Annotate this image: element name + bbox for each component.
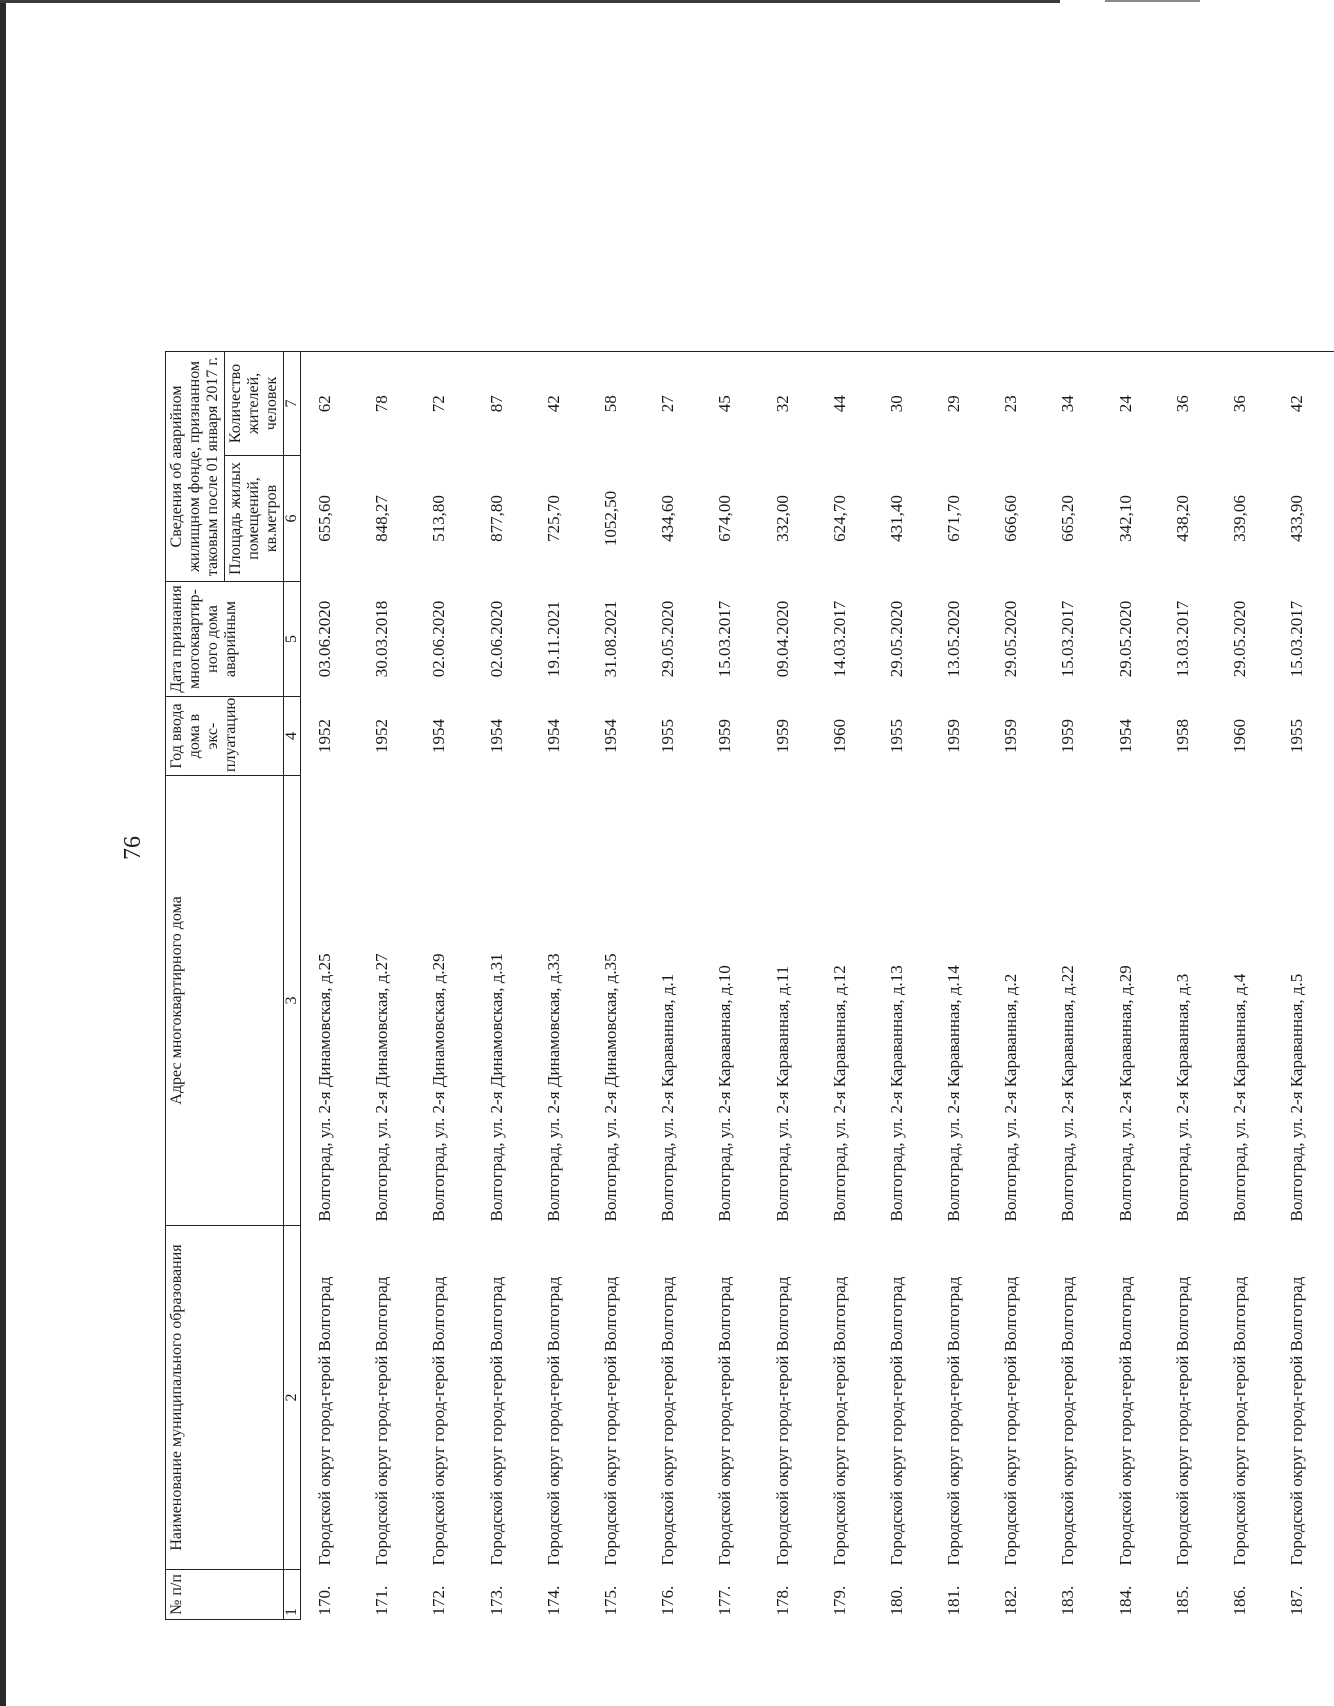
row-residents: 34	[1058, 395, 1078, 413]
row-spacer	[1277, 23, 1334, 351]
colnum-1: 1	[284, 1570, 301, 1620]
row-area: 848,27	[372, 495, 392, 542]
header-spacer	[166, 23, 301, 351]
row-number: 185.	[1172, 1585, 1192, 1616]
row-address: Волгоград, ул. 2-я Караванная, д.12	[829, 965, 849, 1222]
row-date: 29.05.2020	[886, 600, 906, 678]
row-address: Волгоград, ул. 2-я Динамовская, д.27	[372, 953, 392, 1222]
row-date: 15.03.2017	[1287, 600, 1307, 678]
row-number: 177.	[715, 1585, 735, 1616]
row-municipality: Городской округ город-герой Волгоград	[1001, 1276, 1021, 1566]
row-date: 29.05.2020	[1001, 600, 1021, 678]
row-year: 1958	[1172, 719, 1192, 753]
row-municipality: Городской округ город-герой Волгоград	[315, 1276, 334, 1566]
row-area: 434,60	[658, 495, 678, 542]
header-residents: Количество жителей, человек	[225, 351, 284, 455]
header-year: Год ввода дома в экс-плуатацию	[166, 697, 284, 776]
row-date: 09.04.2020	[772, 600, 792, 678]
row-municipality: Городской округ город-герой Волгоград	[1115, 1276, 1135, 1566]
table-row	[705, 23, 762, 1619]
row-municipality: Городской округ город-герой Волгоград	[772, 1276, 792, 1566]
row-year: 1954	[429, 719, 449, 753]
row-date: 19.11.2021	[543, 601, 563, 677]
row-year: 1959	[944, 719, 964, 753]
header-area: Площадь жилых помещений, кв.метров	[225, 456, 284, 582]
table-body	[301, 23, 1334, 1619]
row-date: 13.03.2017	[1172, 600, 1192, 678]
colnum-2: 2	[284, 1226, 301, 1570]
row-date: 29.05.2020	[1230, 600, 1249, 678]
row-date: 14.03.2017	[829, 600, 849, 678]
row-address: Волгоград, ул. 2-я Караванная, д.4	[1230, 973, 1249, 1222]
colnum-7: 7	[284, 351, 301, 455]
row-spacer	[820, 23, 877, 351]
table-row	[419, 23, 476, 1619]
table-row	[1048, 23, 1105, 1619]
row-address: Волгоград, ул. 2-я Караванная, д.10	[715, 965, 735, 1222]
row-address: Волгоград, ул. 2-я Динамовская, д.25	[315, 953, 334, 1222]
row-address: Волгоград, ул. 2-я Караванная, д.11	[772, 965, 792, 1222]
row-year: 1959	[772, 719, 792, 753]
row-spacer	[1106, 23, 1163, 351]
row-area: 342,10	[1115, 495, 1135, 542]
row-residents: 42	[1287, 395, 1307, 413]
row-municipality: Городской округ город-герой Волгоград	[372, 1276, 392, 1566]
table-row	[301, 23, 363, 1619]
row-municipality: Городской округ город-герой Волгоград	[429, 1276, 449, 1566]
row-area: 433,90	[1287, 495, 1307, 542]
row-number: 176.	[658, 1585, 678, 1616]
row-address: Волгоград, ул. 2-я Караванная, д.3	[1172, 973, 1192, 1222]
header-address: Адрес многоквартирного дома	[166, 776, 284, 1226]
row-spacer	[1220, 23, 1277, 351]
row-area: 674,00	[715, 495, 735, 542]
row-area: 666,60	[1001, 495, 1021, 542]
row-spacer	[1048, 23, 1105, 351]
table-row	[1163, 23, 1220, 1619]
row-residents: 32	[772, 395, 792, 413]
table-row	[1277, 23, 1334, 1619]
row-number: 174.	[543, 1585, 563, 1616]
row-spacer	[991, 23, 1048, 351]
row-spacer	[591, 23, 648, 351]
row-residents: 30	[886, 395, 906, 413]
row-spacer	[419, 23, 476, 351]
row-residents: 27	[658, 395, 678, 413]
row-spacer	[301, 23, 363, 351]
row-residents: 44	[829, 395, 849, 413]
row-area: 655,60	[315, 495, 334, 542]
row-date: 15.03.2017	[715, 600, 735, 678]
row-year: 1952	[315, 719, 334, 753]
row-address: Волгоград, ул. 2-я Динамовская, д.31	[486, 953, 506, 1222]
table-row	[820, 23, 877, 1619]
row-municipality: Городской округ город-герой Волгоград	[600, 1276, 620, 1566]
row-number: 186.	[1230, 1585, 1249, 1616]
row-address: Волгоград, ул. 2-я Караванная, д.5	[1287, 973, 1307, 1222]
colnum-5: 5	[284, 582, 301, 697]
row-address: Волгоград, ул. 2-я Динамовская, д.35	[600, 953, 620, 1222]
row-area: 725,70	[543, 495, 563, 542]
row-year: 1955	[658, 719, 678, 753]
row-address: Волгоград, ул. 2-я Караванная, д.2	[1001, 973, 1021, 1222]
row-area: 877,80	[486, 495, 506, 542]
row-number: 184.	[1115, 1585, 1135, 1616]
row-year: 1954	[1115, 719, 1135, 753]
emergency-housing-table	[165, 23, 1334, 1620]
row-address: Волгоград, ул. 2-я Караванная, д.13	[886, 965, 906, 1222]
row-spacer	[763, 23, 820, 351]
page-number: 76	[120, 836, 146, 860]
table-row	[877, 23, 934, 1619]
table-row	[591, 23, 648, 1619]
table-row	[763, 23, 820, 1619]
header-municipality: Наименование муниципального образования	[166, 1226, 284, 1570]
row-date: 30.03.2018	[372, 600, 392, 678]
table-row	[362, 23, 419, 1619]
row-municipality: Городской округ город-герой Волгоград	[1058, 1276, 1078, 1566]
row-address: Волгоград, ул. 2-я Караванная, д.1	[658, 973, 678, 1222]
colnum-4: 4	[284, 697, 301, 776]
row-area: 513,80	[429, 495, 449, 542]
row-residents: 62	[315, 395, 334, 413]
row-spacer	[1163, 23, 1220, 351]
row-municipality: Городской округ город-герой Волгоград	[1230, 1276, 1249, 1566]
row-number: 173.	[486, 1585, 506, 1616]
row-area: 671,70	[944, 495, 964, 542]
row-number: 179.	[829, 1585, 849, 1616]
row-number: 178.	[772, 1585, 792, 1616]
row-municipality: Городской округ город-герой Волгоград	[829, 1276, 849, 1566]
row-date: 29.05.2020	[1115, 600, 1135, 678]
row-date: 29.05.2020	[658, 600, 678, 678]
row-number: 180.	[886, 1585, 906, 1616]
row-year: 1959	[1001, 719, 1021, 753]
row-area: 431,40	[886, 495, 906, 542]
row-address: Волгоград, ул. 2-я Динамовская, д.29	[429, 953, 449, 1222]
table-row	[1106, 23, 1163, 1619]
row-spacer	[705, 23, 762, 351]
row-municipality: Городской округ город-герой Волгоград	[543, 1276, 563, 1566]
row-date: 13.05.2020	[944, 600, 964, 678]
row-year: 1960	[1230, 719, 1249, 753]
row-municipality: Городской округ город-герой Волгоград	[944, 1276, 964, 1566]
row-spacer	[477, 23, 534, 351]
row-year: 1959	[1058, 719, 1078, 753]
row-year: 1960	[829, 719, 849, 753]
header-date: Дата признания многоквартир-ного дома аварийным	[166, 582, 284, 697]
row-date: 31.08.2021	[600, 600, 620, 678]
row-number: 175.	[600, 1585, 620, 1616]
row-date: 02.06.2020	[429, 600, 449, 678]
row-residents: 42	[543, 395, 563, 413]
row-spacer	[877, 23, 934, 351]
row-residents: 29	[944, 395, 964, 413]
row-year: 1955	[886, 719, 906, 753]
row-area: 339,06	[1230, 495, 1249, 542]
row-area: 624,70	[829, 495, 849, 542]
row-area: 438,20	[1172, 495, 1192, 542]
row-number: 170.	[315, 1585, 334, 1616]
row-date: 15.03.2017	[1058, 600, 1078, 678]
row-number: 181.	[944, 1585, 964, 1616]
row-residents: 45	[715, 395, 735, 413]
row-spacer	[534, 23, 591, 351]
row-municipality: Городской округ город-герой Волгоград	[886, 1276, 906, 1566]
row-residents: 23	[1001, 395, 1021, 413]
row-area: 665,20	[1058, 495, 1078, 542]
row-number: 182.	[1001, 1585, 1021, 1616]
row-year: 1955	[1287, 719, 1307, 753]
row-residents: 24	[1115, 395, 1135, 413]
row-municipality: Городской округ город-герой Волгоград	[1287, 1276, 1307, 1566]
header-num: № п/п	[166, 1570, 284, 1620]
row-year: 1954	[600, 719, 620, 753]
table-row	[991, 23, 1048, 1619]
row-residents: 72	[429, 395, 449, 413]
row-year: 1954	[543, 719, 563, 753]
table-row	[477, 23, 534, 1619]
colnum-6: 6	[284, 456, 301, 582]
row-spacer	[362, 23, 419, 351]
row-residents: 36	[1172, 395, 1192, 413]
row-year: 1954	[486, 719, 506, 753]
header-emergency-group: Сведения об аварийном жилищном фонде, признанном таковым после 01 января 2017 г.	[166, 351, 225, 581]
row-spacer	[934, 23, 991, 351]
row-date: 02.06.2020	[486, 600, 506, 678]
row-address: Волгоград, ул. 2-я Караванная, д.22	[1058, 965, 1078, 1222]
row-number: 187.	[1287, 1585, 1307, 1616]
row-number: 183.	[1058, 1585, 1078, 1616]
row-municipality: Городской округ город-герой Волгоград	[658, 1276, 678, 1566]
row-spacer	[648, 23, 705, 351]
row-address: Волгоград, ул. 2-я Караванная, д.29	[1115, 965, 1135, 1222]
row-residents: 87	[486, 395, 506, 413]
row-number: 172.	[429, 1585, 449, 1616]
row-municipality: Городской округ город-герой Волгоград	[715, 1276, 735, 1566]
row-address: Волгоград, ул. 2-я Караванная, д.14	[944, 965, 964, 1222]
row-municipality: Городской округ город-герой Волгоград	[1172, 1276, 1192, 1566]
row-residents: 58	[600, 395, 620, 413]
row-date: 03.06.2020	[315, 600, 334, 678]
row-residents: 36	[1230, 395, 1249, 413]
row-municipality: Городской округ город-герой Волгоград	[486, 1276, 506, 1566]
row-number: 171.	[372, 1585, 392, 1616]
row-year: 1959	[715, 719, 735, 753]
table-row	[934, 23, 991, 1619]
colnum-3: 3	[284, 776, 301, 1226]
row-address: Волгоград, ул. 2-я Динамовская, д.33	[543, 953, 563, 1222]
table-row	[648, 23, 705, 1619]
row-year: 1952	[372, 719, 392, 753]
row-area: 1052,50	[600, 490, 620, 547]
table-row	[1220, 23, 1277, 1619]
row-residents: 78	[372, 395, 392, 413]
row-area: 332,00	[772, 495, 792, 542]
table-row	[534, 23, 591, 1619]
